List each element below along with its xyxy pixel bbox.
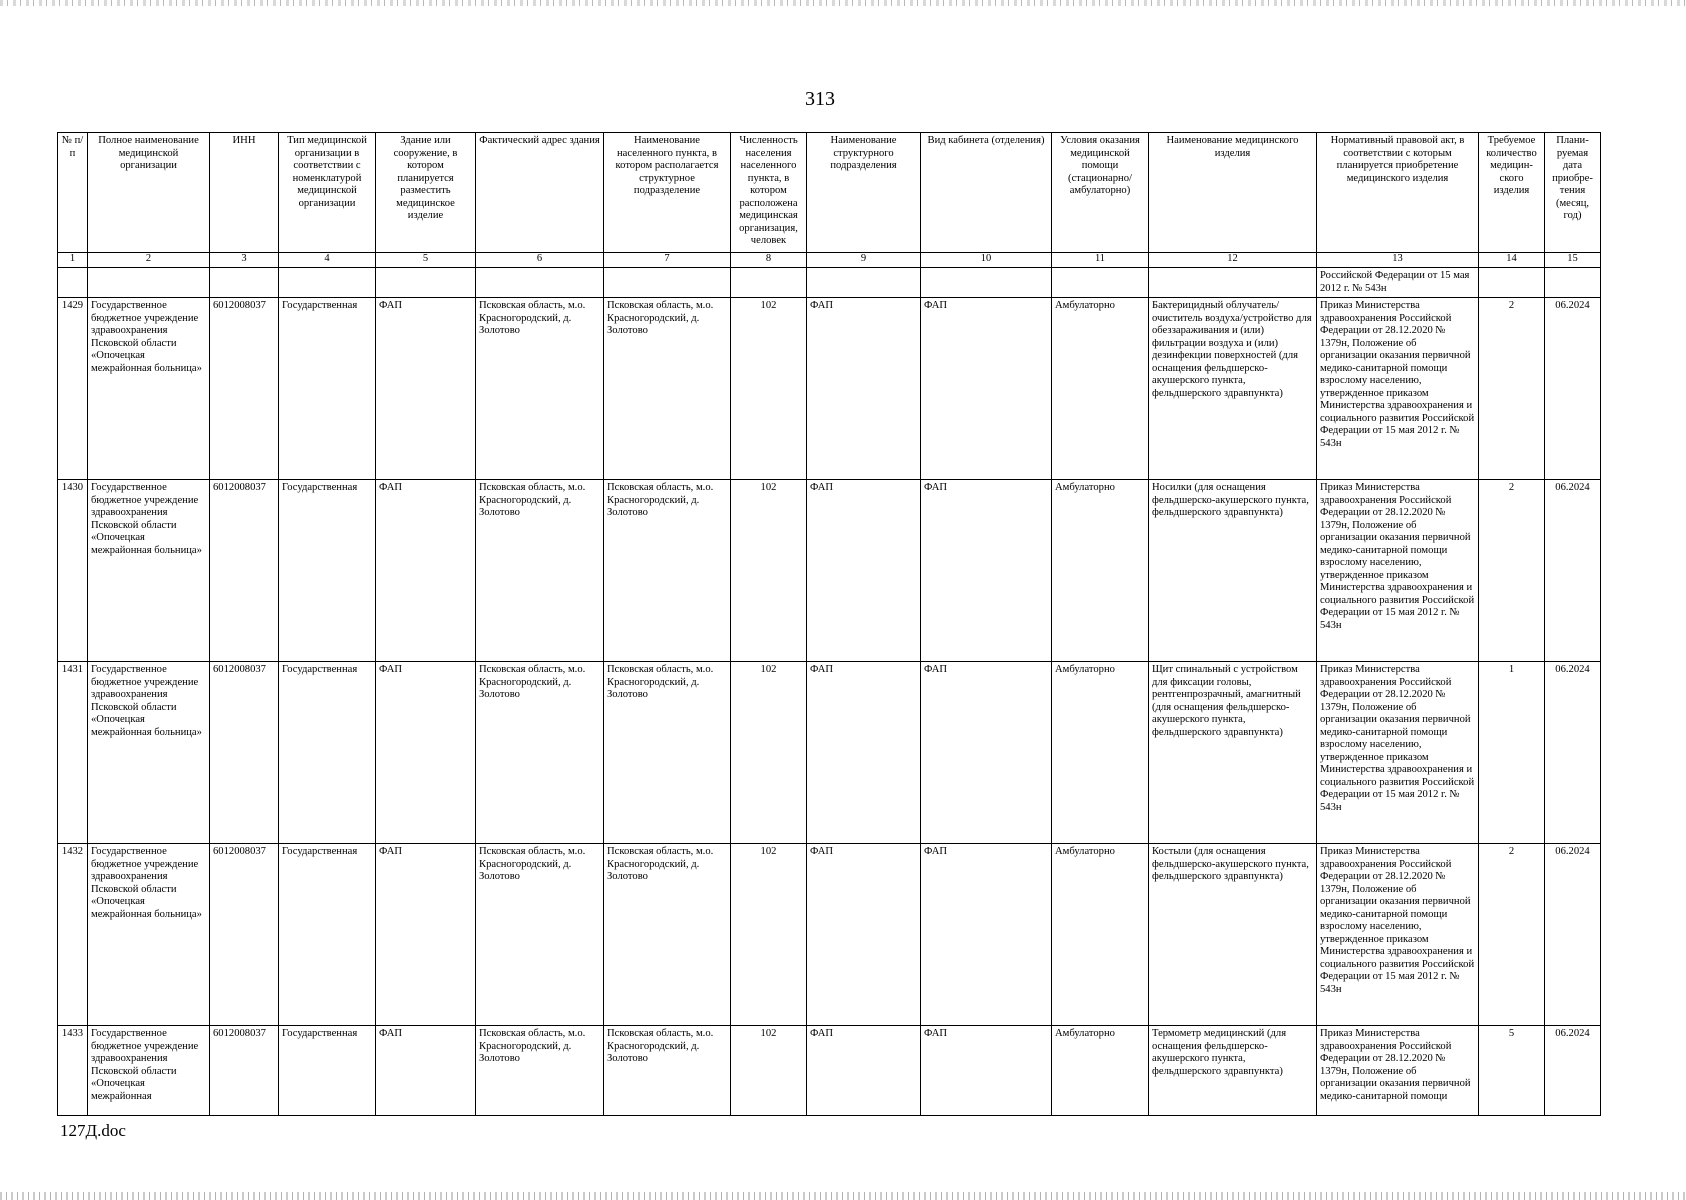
building-cell: ФАП xyxy=(376,844,476,1026)
quantity-cell: 1 xyxy=(1479,662,1545,844)
header-cell: Нормативный правовой акт, в соответствии с которым планируется приобретение медицинского изделия xyxy=(1317,133,1479,253)
date-cell: 06.2024 xyxy=(1545,662,1601,844)
building-cell: ФАП xyxy=(376,662,476,844)
empty-cell xyxy=(1479,268,1545,298)
table-row xyxy=(58,662,1601,844)
empty-cell xyxy=(476,268,604,298)
address-cell: Псковская область, м.о. Красногородский, д. Золотово xyxy=(476,662,604,844)
column-number: 13 xyxy=(1317,253,1479,268)
scan-edge-bottom xyxy=(0,1192,1686,1200)
row-number: 1429 xyxy=(58,298,88,480)
column-number: 1 xyxy=(58,253,88,268)
organization-name: Государственное бюджетное учреждение здравоохранения Псковской области «Опочецкая межрайонная больница» xyxy=(88,480,210,662)
room-cell: ФАП xyxy=(921,1026,1052,1116)
device-cell: Щит спинальный с устройством для фиксации головы, рентгенпрозрачный, амагнитный (для оснащения фельдшерско-акушерского пункта, фельдшерского здравпункта) xyxy=(1149,662,1317,844)
org-type-cell: Государственная xyxy=(279,662,376,844)
inn-cell: 6012008037 xyxy=(210,662,279,844)
column-number: 7 xyxy=(604,253,731,268)
population-cell: 102 xyxy=(731,844,807,1026)
header-cell: Требуемое количество медицин-ского изделия xyxy=(1479,133,1545,253)
empty-cell xyxy=(88,268,210,298)
row-number: 1431 xyxy=(58,662,88,844)
header-cell: Наименование медицинского изделия xyxy=(1149,133,1317,253)
settlement-cell: Псковская область, м.о. Красногородский, д. Золотово xyxy=(604,662,731,844)
settlement-cell: Псковская область, м.о. Красногородский, д. Золотово xyxy=(604,1026,731,1116)
building-cell: ФАП xyxy=(376,298,476,480)
date-cell: 06.2024 xyxy=(1545,844,1601,1026)
date-cell: 06.2024 xyxy=(1545,1026,1601,1116)
column-number: 12 xyxy=(1149,253,1317,268)
quantity-cell: 2 xyxy=(1479,480,1545,662)
quantity-cell: 2 xyxy=(1479,844,1545,1026)
conditions-cell: Амбулаторно xyxy=(1052,662,1149,844)
header-cell: Плани-руемая дата приобре-тения (месяц, год) xyxy=(1545,133,1601,253)
empty-cell xyxy=(279,268,376,298)
scan-edge-top xyxy=(0,0,1686,6)
address-cell: Псковская область, м.о. Красногородский, д. Золотово xyxy=(476,844,604,1026)
header-row xyxy=(58,133,1601,253)
header-cell: Численность населения населенного пункта, в котором расположена медицинская организация, человек xyxy=(731,133,807,253)
empty-cell xyxy=(1149,268,1317,298)
empty-cell xyxy=(921,268,1052,298)
header-cell: Наименование структурного подразделения xyxy=(807,133,921,253)
organization-name: Государственное бюджетное учреждение здравоохранения Псковской области «Опочецкая межрайонная xyxy=(88,1026,210,1116)
address-cell: Псковская область, м.о. Красногородский, д. Золотово xyxy=(476,480,604,662)
column-number: 10 xyxy=(921,253,1052,268)
org-type-cell: Государственная xyxy=(279,1026,376,1116)
header-cell: Полное наименование медицинской организации xyxy=(88,133,210,253)
unit-cell: ФАП xyxy=(807,480,921,662)
legal-act-cell: Приказ Министерства здравоохранения Российской Федерации от 28.12.2020 № 1379н, Положение об организации оказания первичной медико-санитарной помощи взрослому населению, утвержденное приказом Министерства здравоохранения и социального развития Российской Федерации от 15 мая 2012 г. № 543н xyxy=(1317,480,1479,662)
building-cell: ФАП xyxy=(376,1026,476,1116)
page-number: 313 xyxy=(805,88,835,110)
table-row xyxy=(58,1026,1601,1116)
population-cell: 102 xyxy=(731,298,807,480)
continuation-row xyxy=(58,268,1601,298)
room-cell: ФАП xyxy=(921,480,1052,662)
conditions-cell: Амбулаторно xyxy=(1052,298,1149,480)
room-cell: ФАП xyxy=(921,844,1052,1026)
conditions-cell: Амбулаторно xyxy=(1052,844,1149,1026)
population-cell: 102 xyxy=(731,1026,807,1116)
unit-cell: ФАП xyxy=(807,298,921,480)
empty-cell xyxy=(807,268,921,298)
empty-cell xyxy=(731,268,807,298)
date-cell: 06.2024 xyxy=(1545,298,1601,480)
population-cell: 102 xyxy=(731,480,807,662)
header-cell: Здание или сооружение, в котором планируется разместить медицинское изделие xyxy=(376,133,476,253)
column-number: 3 xyxy=(210,253,279,268)
inn-cell: 6012008037 xyxy=(210,298,279,480)
legal-act-cell: Приказ Министерства здравоохранения Российской Федерации от 28.12.2020 № 1379н, Положение об организации оказания первичной медико-санитарной помощи взрослому населению, утвержденное приказом Министерства здравоохранения и социального развития Российской Федерации от 15 мая 2012 г. № 543н xyxy=(1317,844,1479,1026)
column-number: 4 xyxy=(279,253,376,268)
row-number: 1433 xyxy=(58,1026,88,1116)
inn-cell: 6012008037 xyxy=(210,1026,279,1116)
header-cell: Тип медицинской организации в соответствии с номенклатурой медицинской организации xyxy=(279,133,376,253)
device-cell: Бактерицидный облучатель/очиститель воздуха/устройство для обеззараживания и (или) фильтрации воздуха и (или) дезинфекции поверхностей (для оснащения фельдшерско-акушерского пункта, фельдшерского здравпункта) xyxy=(1149,298,1317,480)
column-number: 6 xyxy=(476,253,604,268)
building-cell: ФАП xyxy=(376,480,476,662)
column-number-row xyxy=(58,253,1601,268)
column-number: 9 xyxy=(807,253,921,268)
address-cell: Псковская область, м.о. Красногородский, д. Золотово xyxy=(476,298,604,480)
unit-cell: ФАП xyxy=(807,844,921,1026)
header-cell: № п/п xyxy=(58,133,88,253)
unit-cell: ФАП xyxy=(807,1026,921,1116)
empty-cell xyxy=(210,268,279,298)
org-type-cell: Государственная xyxy=(279,298,376,480)
column-number: 15 xyxy=(1545,253,1601,268)
table-row xyxy=(58,844,1601,1026)
org-type-cell: Государственная xyxy=(279,480,376,662)
inn-cell: 6012008037 xyxy=(210,844,279,1026)
empty-cell xyxy=(1052,268,1149,298)
table-row xyxy=(58,298,1601,480)
empty-cell xyxy=(1545,268,1601,298)
column-number: 2 xyxy=(88,253,210,268)
quantity-cell: 2 xyxy=(1479,298,1545,480)
column-number: 11 xyxy=(1052,253,1149,268)
device-cell: Костыли (для оснащения фельдшерско-акушерского пункта, фельдшерского здравпункта) xyxy=(1149,844,1317,1026)
footer-filename: 127Д.doc xyxy=(60,1121,126,1140)
column-number: 14 xyxy=(1479,253,1545,268)
room-cell: ФАП xyxy=(921,298,1052,480)
inn-cell: 6012008037 xyxy=(210,480,279,662)
header-cell: Фактический адрес здания xyxy=(476,133,604,253)
settlement-cell: Псковская область, м.о. Красногородский, д. Золотово xyxy=(604,298,731,480)
organization-name: Государственное бюджетное учреждение здравоохранения Псковской области «Опочецкая межрайонная больница» xyxy=(88,662,210,844)
empty-cell xyxy=(604,268,731,298)
legal-act-cell: Приказ Министерства здравоохранения Российской Федерации от 28.12.2020 № 1379н, Положение об организации оказания первичной медико-санитарной помощи xyxy=(1317,1026,1479,1116)
organization-name: Государственное бюджетное учреждение здравоохранения Псковской области «Опочецкая межрайонная больница» xyxy=(88,844,210,1026)
date-cell: 06.2024 xyxy=(1545,480,1601,662)
device-cell: Термометр медицинский (для оснащения фельдшерско-акушерского пункта, фельдшерского здравпункта) xyxy=(1149,1026,1317,1116)
column-number: 5 xyxy=(376,253,476,268)
legal-act-cell: Российской Федерации от 15 мая 2012 г. № 543н xyxy=(1317,268,1479,298)
registry-table xyxy=(57,132,1601,1116)
header-cell: Вид кабинета (отделения) xyxy=(921,133,1052,253)
header-cell: Условия оказания медицинской помощи (стационарно/ амбулаторно) xyxy=(1052,133,1149,253)
legal-act-cell: Приказ Министерства здравоохранения Российской Федерации от 28.12.2020 № 1379н, Положение об организации оказания первичной медико-санитарной помощи взрослому населению, утвержденное приказом Министерства здравоохранения и социального развития Российской Федерации от 15 мая 2012 г. № 543н xyxy=(1317,298,1479,480)
conditions-cell: Амбулаторно xyxy=(1052,480,1149,662)
empty-cell xyxy=(376,268,476,298)
header-cell: ИНН xyxy=(210,133,279,253)
empty-cell xyxy=(58,268,88,298)
unit-cell: ФАП xyxy=(807,662,921,844)
org-type-cell: Государственная xyxy=(279,844,376,1026)
settlement-cell: Псковская область, м.о. Красногородский, д. Золотово xyxy=(604,844,731,1026)
legal-act-cell: Приказ Министерства здравоохранения Российской Федерации от 28.12.2020 № 1379н, Положение об организации оказания первичной медико-санитарной помощи взрослому населению, утвержденное приказом Министерства здравоохранения и социального развития Российской Федерации от 15 мая 2012 г. № 543н xyxy=(1317,662,1479,844)
row-number: 1430 xyxy=(58,480,88,662)
organization-name: Государственное бюджетное учреждение здравоохранения Псковской области «Опочецкая межрайонная больница» xyxy=(88,298,210,480)
room-cell: ФАП xyxy=(921,662,1052,844)
header-cell: Наименование населенного пункта, в котором располагается структурное подразделение xyxy=(604,133,731,253)
column-number: 8 xyxy=(731,253,807,268)
quantity-cell: 5 xyxy=(1479,1026,1545,1116)
row-number: 1432 xyxy=(58,844,88,1026)
table-row xyxy=(58,480,1601,662)
address-cell: Псковская область, м.о. Красногородский, д. Золотово xyxy=(476,1026,604,1116)
conditions-cell: Амбулаторно xyxy=(1052,1026,1149,1116)
settlement-cell: Псковская область, м.о. Красногородский, д. Золотово xyxy=(604,480,731,662)
device-cell: Носилки (для оснащения фельдшерско-акушерского пункта, фельдшерского здравпункта) xyxy=(1149,480,1317,662)
population-cell: 102 xyxy=(731,662,807,844)
